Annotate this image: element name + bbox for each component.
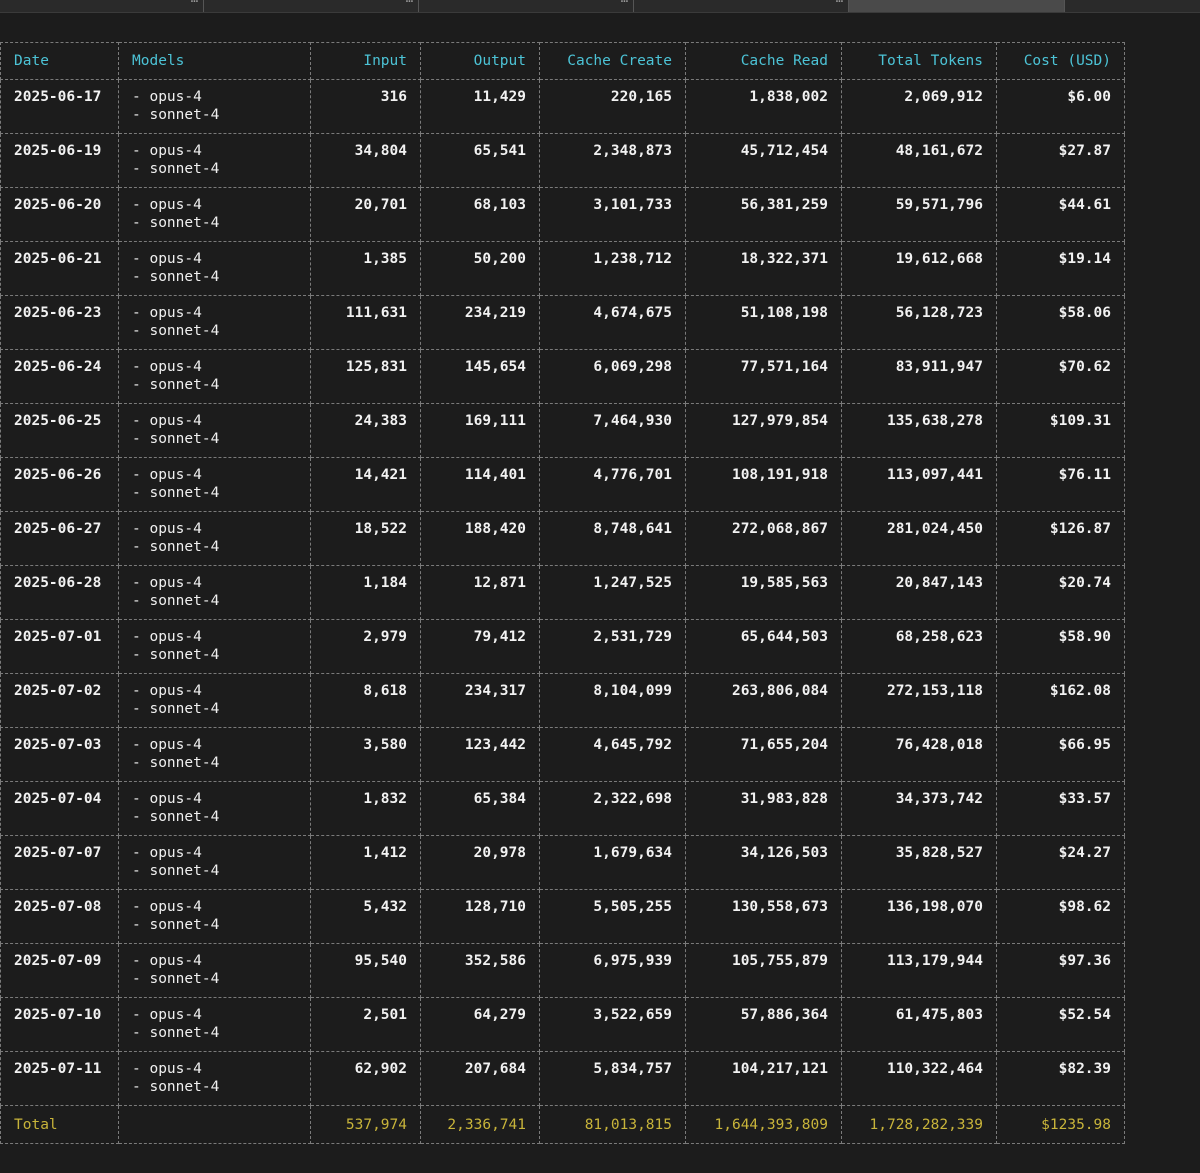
model-name: - opus-4 bbox=[132, 89, 202, 105]
cell-output: 352,586 bbox=[421, 944, 540, 998]
cell-cache-read: 31,983,828 bbox=[686, 782, 842, 836]
cell-date: 2025-07-03 bbox=[1, 728, 119, 782]
table-row bbox=[1, 998, 1125, 1052]
cell-cost: $126.87 bbox=[997, 512, 1125, 566]
total-models bbox=[119, 1106, 311, 1144]
cell-cache-read: 127,979,854 bbox=[686, 404, 842, 458]
cell-cache-create: 1,679,634 bbox=[540, 836, 686, 890]
cell-date: 2025-06-20 bbox=[1, 188, 119, 242]
cell-date: 2025-07-08 bbox=[1, 890, 119, 944]
table-row bbox=[1, 242, 1125, 296]
cell-models bbox=[119, 512, 311, 566]
cell-output: 234,317 bbox=[421, 674, 540, 728]
terminal-tab[interactable] bbox=[204, 0, 419, 12]
cell-output: 12,871 bbox=[421, 566, 540, 620]
cell-cache-read: 65,644,503 bbox=[686, 620, 842, 674]
table-row bbox=[1, 512, 1125, 566]
cell-cache-read: 108,191,918 bbox=[686, 458, 842, 512]
table-row bbox=[1, 674, 1125, 728]
model-name: - sonnet-4 bbox=[132, 323, 220, 339]
model-name: - opus-4 bbox=[132, 1061, 202, 1077]
model-name: - opus-4 bbox=[132, 305, 202, 321]
cell-total-tokens: 113,097,441 bbox=[842, 458, 997, 512]
model-name: - sonnet-4 bbox=[132, 1079, 220, 1095]
cell-cache-create: 5,834,757 bbox=[540, 1052, 686, 1106]
terminal-tab[interactable] bbox=[0, 0, 204, 12]
model-name: - opus-4 bbox=[132, 521, 202, 537]
cell-date: 2025-06-24 bbox=[1, 350, 119, 404]
cell-input: 316 bbox=[311, 80, 421, 134]
cell-cache-create: 7,464,930 bbox=[540, 404, 686, 458]
cell-input: 5,432 bbox=[311, 890, 421, 944]
terminal-tab-bar bbox=[0, 0, 1200, 13]
cell-output: 145,654 bbox=[421, 350, 540, 404]
cell-output: 50,200 bbox=[421, 242, 540, 296]
cell-cache-read: 56,381,259 bbox=[686, 188, 842, 242]
cell-total-tokens: 34,373,742 bbox=[842, 782, 997, 836]
cell-models bbox=[119, 296, 311, 350]
total-total-tokens: 1,728,282,339 bbox=[842, 1106, 997, 1144]
total-cache-create: 81,013,815 bbox=[540, 1106, 686, 1144]
cell-cache-create: 4,645,792 bbox=[540, 728, 686, 782]
model-name: - sonnet-4 bbox=[132, 377, 220, 393]
cell-date: 2025-06-25 bbox=[1, 404, 119, 458]
cell-total-tokens: 76,428,018 bbox=[842, 728, 997, 782]
table-row bbox=[1, 350, 1125, 404]
cell-total-tokens: 48,161,672 bbox=[842, 134, 997, 188]
model-name: - sonnet-4 bbox=[132, 755, 220, 771]
table-row bbox=[1, 944, 1125, 998]
cell-cost: $24.27 bbox=[997, 836, 1125, 890]
cell-input: 95,540 bbox=[311, 944, 421, 998]
table-header-row bbox=[1, 43, 1125, 80]
cell-cost: $6.00 bbox=[997, 80, 1125, 134]
cell-models bbox=[119, 890, 311, 944]
table-row bbox=[1, 728, 1125, 782]
cell-cost: $33.57 bbox=[997, 782, 1125, 836]
cell-output: 169,111 bbox=[421, 404, 540, 458]
cell-cache-create: 6,975,939 bbox=[540, 944, 686, 998]
model-name: - sonnet-4 bbox=[132, 431, 220, 447]
model-name: - sonnet-4 bbox=[132, 647, 220, 663]
cell-cost: $98.62 bbox=[997, 890, 1125, 944]
usage-report-table bbox=[0, 42, 1125, 1144]
cell-input: 8,618 bbox=[311, 674, 421, 728]
model-name: - sonnet-4 bbox=[132, 539, 220, 555]
cell-models bbox=[119, 620, 311, 674]
model-name: - sonnet-4 bbox=[132, 1025, 220, 1041]
cell-cost: $52.54 bbox=[997, 998, 1125, 1052]
model-name: - sonnet-4 bbox=[132, 971, 220, 987]
table-row bbox=[1, 566, 1125, 620]
cell-input: 2,979 bbox=[311, 620, 421, 674]
header-input: Input bbox=[311, 43, 421, 80]
cell-models bbox=[119, 836, 311, 890]
total-label: Total bbox=[1, 1106, 119, 1144]
cell-cache-read: 45,712,454 bbox=[686, 134, 842, 188]
table-row bbox=[1, 1052, 1125, 1106]
cell-date: 2025-07-01 bbox=[1, 620, 119, 674]
model-name: - opus-4 bbox=[132, 413, 202, 429]
cell-cache-create: 5,505,255 bbox=[540, 890, 686, 944]
terminal-tab[interactable] bbox=[1065, 0, 1200, 12]
cell-output: 128,710 bbox=[421, 890, 540, 944]
tab-menu-icon[interactable]: ⋯ bbox=[835, 0, 842, 8]
model-name: - sonnet-4 bbox=[132, 863, 220, 879]
cell-date: 2025-07-02 bbox=[1, 674, 119, 728]
model-name: - opus-4 bbox=[132, 953, 202, 969]
header-cache-read: Cache Read bbox=[686, 43, 842, 80]
cell-models bbox=[119, 80, 311, 134]
terminal-tab[interactable] bbox=[634, 0, 849, 12]
cell-cache-create: 2,322,698 bbox=[540, 782, 686, 836]
model-name: - opus-4 bbox=[132, 251, 202, 267]
cell-models bbox=[119, 458, 311, 512]
header-models: Models bbox=[119, 43, 311, 80]
cell-total-tokens: 135,638,278 bbox=[842, 404, 997, 458]
table-row bbox=[1, 890, 1125, 944]
cell-cost: $70.62 bbox=[997, 350, 1125, 404]
cell-cache-create: 1,238,712 bbox=[540, 242, 686, 296]
cell-total-tokens: 83,911,947 bbox=[842, 350, 997, 404]
cell-cache-read: 263,806,084 bbox=[686, 674, 842, 728]
terminal-tab[interactable] bbox=[419, 0, 634, 12]
model-name: - opus-4 bbox=[132, 683, 202, 699]
model-name: - sonnet-4 bbox=[132, 269, 220, 285]
model-name: - opus-4 bbox=[132, 899, 202, 915]
model-name: - sonnet-4 bbox=[132, 161, 220, 177]
cell-cache-create: 4,674,675 bbox=[540, 296, 686, 350]
cell-cache-create: 4,776,701 bbox=[540, 458, 686, 512]
cell-cost: $27.87 bbox=[997, 134, 1125, 188]
cell-input: 2,501 bbox=[311, 998, 421, 1052]
model-name: - opus-4 bbox=[132, 791, 202, 807]
table-row bbox=[1, 782, 1125, 836]
tab-menu-icon[interactable]: ⋯ bbox=[190, 0, 197, 8]
cell-date: 2025-06-21 bbox=[1, 242, 119, 296]
cell-date: 2025-07-07 bbox=[1, 836, 119, 890]
cell-models bbox=[119, 566, 311, 620]
header-cost: Cost (USD) bbox=[997, 43, 1125, 80]
model-name: - opus-4 bbox=[132, 197, 202, 213]
table-row bbox=[1, 134, 1125, 188]
cell-cost: $58.90 bbox=[997, 620, 1125, 674]
model-name: - sonnet-4 bbox=[132, 917, 220, 933]
cell-output: 234,219 bbox=[421, 296, 540, 350]
cell-models bbox=[119, 674, 311, 728]
table-row bbox=[1, 404, 1125, 458]
tab-menu-icon[interactable]: ⋯ bbox=[405, 0, 412, 8]
cell-output: 79,412 bbox=[421, 620, 540, 674]
cell-output: 20,978 bbox=[421, 836, 540, 890]
header-cache-create: Cache Create bbox=[540, 43, 686, 80]
cell-date: 2025-07-10 bbox=[1, 998, 119, 1052]
cell-cost: $19.14 bbox=[997, 242, 1125, 296]
cell-cost: $162.08 bbox=[997, 674, 1125, 728]
header-total-tokens: Total Tokens bbox=[842, 43, 997, 80]
cell-cache-create: 3,101,733 bbox=[540, 188, 686, 242]
cell-input: 1,184 bbox=[311, 566, 421, 620]
cell-cost: $58.06 bbox=[997, 296, 1125, 350]
cell-date: 2025-07-11 bbox=[1, 1052, 119, 1106]
table-body bbox=[1, 80, 1125, 1106]
table-total-row bbox=[1, 1106, 1125, 1144]
model-name: - opus-4 bbox=[132, 575, 202, 591]
cell-cache-read: 57,886,364 bbox=[686, 998, 842, 1052]
cell-total-tokens: 19,612,668 bbox=[842, 242, 997, 296]
cell-date: 2025-07-09 bbox=[1, 944, 119, 998]
total-input: 537,974 bbox=[311, 1106, 421, 1144]
model-name: - opus-4 bbox=[132, 629, 202, 645]
cell-models bbox=[119, 782, 311, 836]
cell-cache-create: 8,104,099 bbox=[540, 674, 686, 728]
cell-models bbox=[119, 944, 311, 998]
cell-cost: $20.74 bbox=[997, 566, 1125, 620]
cell-total-tokens: 113,179,944 bbox=[842, 944, 997, 998]
cell-cache-read: 77,571,164 bbox=[686, 350, 842, 404]
cell-input: 62,902 bbox=[311, 1052, 421, 1106]
cell-cost: $97.36 bbox=[997, 944, 1125, 998]
cell-date: 2025-06-26 bbox=[1, 458, 119, 512]
table-row bbox=[1, 620, 1125, 674]
cell-cache-read: 19,585,563 bbox=[686, 566, 842, 620]
cell-output: 123,442 bbox=[421, 728, 540, 782]
cell-models bbox=[119, 728, 311, 782]
cell-total-tokens: 68,258,623 bbox=[842, 620, 997, 674]
model-name: - sonnet-4 bbox=[132, 215, 220, 231]
cell-cache-create: 1,247,525 bbox=[540, 566, 686, 620]
model-name: - opus-4 bbox=[132, 737, 202, 753]
tab-menu-icon[interactable]: ⋯ bbox=[620, 0, 627, 8]
cell-total-tokens: 20,847,143 bbox=[842, 566, 997, 620]
header-date: Date bbox=[1, 43, 119, 80]
cell-cache-create: 2,531,729 bbox=[540, 620, 686, 674]
cell-input: 1,385 bbox=[311, 242, 421, 296]
cell-input: 3,580 bbox=[311, 728, 421, 782]
model-name: - sonnet-4 bbox=[132, 107, 220, 123]
cell-output: 11,429 bbox=[421, 80, 540, 134]
cell-cost: $109.31 bbox=[997, 404, 1125, 458]
cell-date: 2025-06-19 bbox=[1, 134, 119, 188]
cell-input: 1,832 bbox=[311, 782, 421, 836]
table-row bbox=[1, 836, 1125, 890]
cell-models bbox=[119, 242, 311, 296]
cell-cost: $66.95 bbox=[997, 728, 1125, 782]
model-name: - sonnet-4 bbox=[132, 701, 220, 717]
model-name: - sonnet-4 bbox=[132, 593, 220, 609]
cell-total-tokens: 136,198,070 bbox=[842, 890, 997, 944]
cell-cost: $76.11 bbox=[997, 458, 1125, 512]
cell-date: 2025-06-23 bbox=[1, 296, 119, 350]
cell-cache-read: 130,558,673 bbox=[686, 890, 842, 944]
table-row bbox=[1, 296, 1125, 350]
cell-total-tokens: 56,128,723 bbox=[842, 296, 997, 350]
cell-cache-read: 71,655,204 bbox=[686, 728, 842, 782]
model-name: - sonnet-4 bbox=[132, 485, 220, 501]
cell-input: 125,831 bbox=[311, 350, 421, 404]
cell-models bbox=[119, 998, 311, 1052]
cell-input: 20,701 bbox=[311, 188, 421, 242]
cell-input: 34,804 bbox=[311, 134, 421, 188]
model-name: - opus-4 bbox=[132, 845, 202, 861]
cell-models bbox=[119, 188, 311, 242]
cell-input: 1,412 bbox=[311, 836, 421, 890]
cell-cache-read: 34,126,503 bbox=[686, 836, 842, 890]
cell-input: 18,522 bbox=[311, 512, 421, 566]
cell-models bbox=[119, 134, 311, 188]
model-name: - opus-4 bbox=[132, 143, 202, 159]
cell-output: 64,279 bbox=[421, 998, 540, 1052]
model-name: - opus-4 bbox=[132, 1007, 202, 1023]
cell-cache-read: 104,217,121 bbox=[686, 1052, 842, 1106]
cell-output: 65,541 bbox=[421, 134, 540, 188]
cell-output: 65,384 bbox=[421, 782, 540, 836]
cell-total-tokens: 35,828,527 bbox=[842, 836, 997, 890]
cell-date: 2025-07-04 bbox=[1, 782, 119, 836]
cell-total-tokens: 272,153,118 bbox=[842, 674, 997, 728]
cell-total-tokens: 61,475,803 bbox=[842, 998, 997, 1052]
total-output: 2,336,741 bbox=[421, 1106, 540, 1144]
terminal-tab-active[interactable] bbox=[849, 0, 1065, 12]
cell-cache-read: 51,108,198 bbox=[686, 296, 842, 350]
cell-date: 2025-06-27 bbox=[1, 512, 119, 566]
cell-cache-create: 3,522,659 bbox=[540, 998, 686, 1052]
cell-cache-create: 6,069,298 bbox=[540, 350, 686, 404]
cell-cache-create: 8,748,641 bbox=[540, 512, 686, 566]
cell-input: 111,631 bbox=[311, 296, 421, 350]
cell-cache-create: 2,348,873 bbox=[540, 134, 686, 188]
cell-input: 24,383 bbox=[311, 404, 421, 458]
cell-models bbox=[119, 1052, 311, 1106]
table-row bbox=[1, 188, 1125, 242]
cell-input: 14,421 bbox=[311, 458, 421, 512]
cell-models bbox=[119, 350, 311, 404]
cell-output: 188,420 bbox=[421, 512, 540, 566]
total-cache-read: 1,644,393,809 bbox=[686, 1106, 842, 1144]
model-name: - opus-4 bbox=[132, 467, 202, 483]
table-row bbox=[1, 80, 1125, 134]
cell-output: 114,401 bbox=[421, 458, 540, 512]
cell-output: 207,684 bbox=[421, 1052, 540, 1106]
cell-output: 68,103 bbox=[421, 188, 540, 242]
model-name: - opus-4 bbox=[132, 359, 202, 375]
cell-total-tokens: 281,024,450 bbox=[842, 512, 997, 566]
total-cost: $1235.98 bbox=[997, 1106, 1125, 1144]
cell-cost: $82.39 bbox=[997, 1052, 1125, 1106]
cell-cache-read: 272,068,867 bbox=[686, 512, 842, 566]
cell-cache-read: 105,755,879 bbox=[686, 944, 842, 998]
cell-models bbox=[119, 404, 311, 458]
cell-total-tokens: 110,322,464 bbox=[842, 1052, 997, 1106]
model-name: - sonnet-4 bbox=[132, 809, 220, 825]
cell-total-tokens: 59,571,796 bbox=[842, 188, 997, 242]
cell-cache-create: 220,165 bbox=[540, 80, 686, 134]
cell-date: 2025-06-17 bbox=[1, 80, 119, 134]
table-row bbox=[1, 458, 1125, 512]
cell-total-tokens: 2,069,912 bbox=[842, 80, 997, 134]
header-output: Output bbox=[421, 43, 540, 80]
cell-cache-read: 1,838,002 bbox=[686, 80, 842, 134]
cell-cost: $44.61 bbox=[997, 188, 1125, 242]
cell-cache-read: 18,322,371 bbox=[686, 242, 842, 296]
cell-date: 2025-06-28 bbox=[1, 566, 119, 620]
